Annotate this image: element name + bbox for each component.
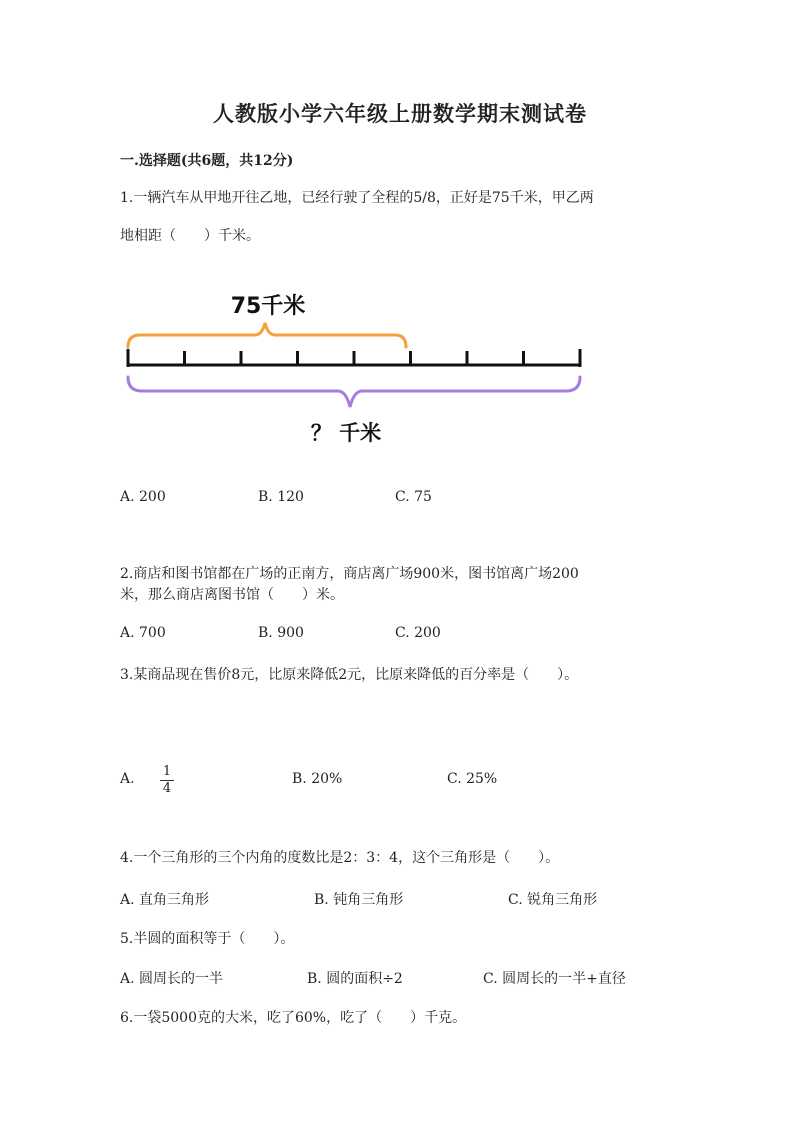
q1-option-b[interactable]: B. 120	[258, 489, 304, 505]
known-distance-label: 75千米	[230, 294, 306, 319]
q5-option-b[interactable]: B. 圆的面积÷2	[307, 971, 403, 987]
q4-option-a[interactable]: A. 直角三角形	[120, 892, 210, 908]
q1-option-a[interactable]: A. 200	[120, 489, 166, 505]
total-distance-label: ？ 千米	[310, 421, 382, 445]
known-distance-brace	[128, 323, 406, 347]
question-4-line-1: 4.一个三角形的三个内角的度数比是2：3：4，这个三角形是（ ）。	[120, 850, 560, 866]
question-2-line-1: 2.商店和图书馆都在广场的正南方，商店离广场900米，图书馆离广场200	[120, 566, 579, 582]
question-1-line-2: 地相距（ ）千米。	[120, 228, 260, 244]
q5-option-c[interactable]: C. 圆周长的一半+直径	[483, 971, 626, 987]
q1-option-c[interactable]: C. 75	[395, 489, 432, 505]
question-1-diagram	[0, 285, 800, 455]
fraction-numerator: 1	[162, 764, 172, 779]
q4-option-c[interactable]: C. 锐角三角形	[508, 892, 598, 908]
total-distance-brace	[128, 377, 580, 407]
q3-option-b[interactable]: B. 20%	[292, 771, 343, 787]
question-1-line-1: 1.一辆汽车从甲地开往乙地，已经行驶了全程的5/8，正好是75千米，甲乙两	[120, 190, 594, 206]
question-6-line-1: 6.一袋5000克的大米，吃了60%，吃了（ ）千克。	[120, 1010, 467, 1026]
q3-option-a-fraction[interactable]	[160, 765, 174, 796]
q2-option-c[interactable]: C. 200	[395, 625, 441, 641]
q3-option-a-label[interactable]: A.	[120, 771, 135, 787]
q5-option-a[interactable]: A. 圆周长的一半	[120, 971, 224, 987]
question-5-line-1: 5.半圆的面积等于（ ）。	[120, 931, 295, 947]
question-3-line-1: 3.某商品现在售价8元，比原来降低2元，比原来降低的百分率是（ ）。	[120, 667, 579, 683]
fraction-denominator: 4	[162, 781, 172, 796]
page-title: 人教版小学六年级上册数学期末测试卷	[213, 101, 587, 126]
q3-option-c[interactable]: C. 25%	[447, 771, 498, 787]
q2-option-b[interactable]: B. 900	[258, 625, 304, 641]
q2-option-a[interactable]: A. 700	[120, 625, 166, 641]
section-heading: 一.选择题(共6题，共12分)	[120, 153, 294, 169]
q4-option-b[interactable]: B. 钝角三角形	[314, 892, 404, 908]
question-2-line-2: 米，那么商店离图书馆（ ）米。	[120, 587, 344, 603]
